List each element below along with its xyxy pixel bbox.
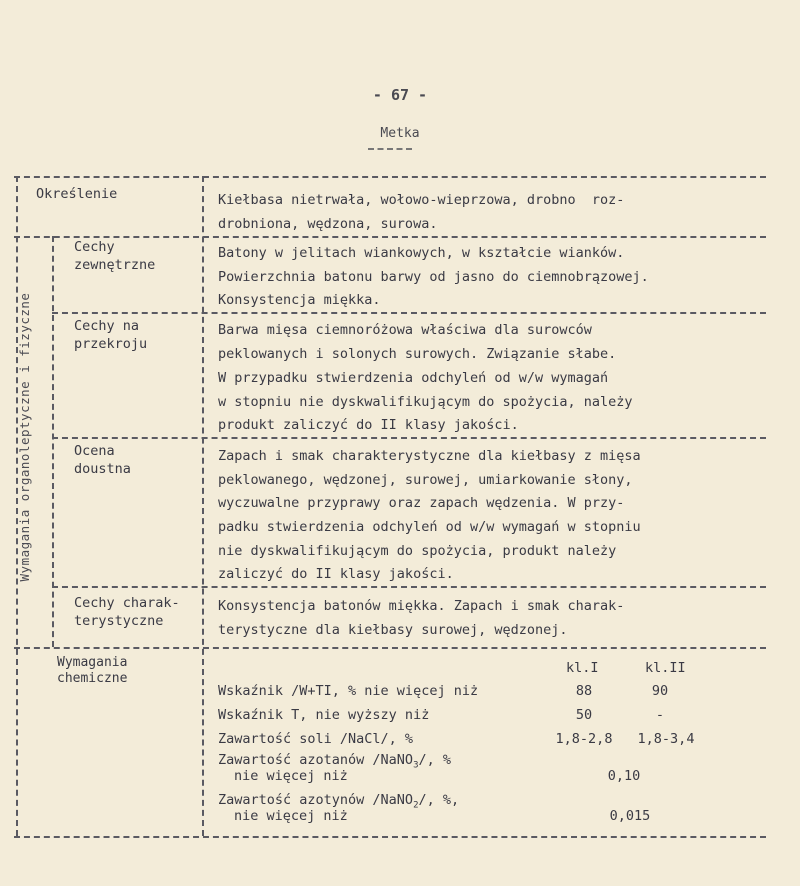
section-label: Cechy charak- (74, 595, 180, 611)
value-class-2: 90 (651, 683, 669, 699)
section-line: Batony w jelitach wiankowych, w kształcie wianków. (218, 245, 625, 261)
value-class-2: - (655, 707, 665, 723)
page-number: - 67 - (372, 86, 428, 104)
table-top-border (14, 176, 766, 178)
class-header: kl.I (566, 660, 599, 676)
section-line: zaliczyć do II klasy jakości. (218, 566, 454, 582)
section-label: Ocena (74, 443, 115, 459)
value-class-2: 1,8-3,4 (637, 731, 695, 747)
nitrate-text: Zawartość azotanów /NaNO (218, 752, 414, 768)
page-title: Metka (380, 126, 420, 141)
section-line: Zapach i smak charakterystyczne dla kiełbasy z mięsa (218, 448, 641, 464)
title-underline (368, 148, 412, 150)
section-line: Konsystencja miękka. (218, 292, 381, 308)
nitrate-text-end: /, % (418, 752, 452, 768)
section-line: padku stwierdzenia odchyleń od w/w wymagań w stopniu (218, 519, 641, 535)
value-both-classes: 0,10 (607, 768, 641, 784)
nitrite-text: Zawartość azotynów /NaNO (218, 792, 414, 808)
row-divider (14, 236, 766, 238)
definition-line: Kiełbasa nietrwała, wołowo-wieprzowa, drobno roz- (218, 192, 625, 208)
section-label: Cechy (74, 239, 115, 255)
section-label: zewnętrzne (74, 257, 156, 273)
chemical-row-text: Wskaźnik /W+TI, % nie więcej niż (218, 683, 479, 699)
section-line: wyczuwalne przyprawy oraz zapach wędzenia. W przy- (218, 495, 625, 511)
chemical-row-text: Wskaźnik T, nie wyższy niż (218, 707, 430, 723)
section-label: Cechy na (74, 318, 140, 334)
section-line: w stopniu nie dyskwalifikującym do spożycia, należy (218, 394, 633, 410)
value-both-classes: 0,015 (609, 808, 651, 824)
value-class-1: 88 (575, 683, 593, 699)
section-line: Barwa mięsa ciemnoróżowa właściwa dla surowców (218, 322, 592, 338)
row-divider (14, 647, 766, 649)
nitrite-text-end: /, %, (418, 792, 460, 808)
vertical-section-label: Wymagania organoleptyczne i fizyczne (17, 292, 32, 582)
section-label: przekroju (74, 336, 148, 352)
section-line: peklowanego, wędzonej, surowej, umiarkowanie słony, (218, 472, 633, 488)
section-line: terystyczne dla kiełbasy surowej, wędzonej. (218, 622, 568, 638)
section-line: W przypadku stwierdzenia odchyleń od w/w wymagań (218, 370, 609, 386)
section-label: terystyczne (74, 613, 164, 629)
row-divider (52, 586, 766, 588)
table-bottom-border (14, 836, 766, 838)
section-line: produkt zaliczyć do II klasy jakości. (218, 417, 519, 433)
chemical-label (57, 655, 197, 687)
section-line: nie dyskwalifikującym do spożycia, produkt należy (218, 543, 617, 559)
nitrate-subscript: 3 (413, 760, 419, 771)
value-class-1: 1,8-2,8 (555, 731, 613, 747)
section-label: doustna (74, 461, 131, 477)
value-class-1: 50 (575, 707, 593, 723)
row-divider (52, 312, 766, 314)
chemical-label-line: Wymagania (57, 655, 128, 670)
chemical-row-text: nie więcej niż (234, 808, 348, 824)
column-divider (202, 176, 204, 836)
nitrite-subscript: 2 (413, 800, 419, 811)
sub-column-border (52, 236, 54, 647)
class-header: kl.II (645, 660, 686, 676)
section-line: Konsystencja batonów miękka. Zapach i smak charak- (218, 598, 625, 614)
section-line: peklowanych i solonych surowych. Związanie słabe. (218, 346, 617, 362)
chemical-row-text: nie więcej niż (234, 768, 348, 784)
chemical-row-text: Zawartość soli /NaCl/, % (218, 731, 414, 747)
chemical-label-line: chemiczne (57, 671, 128, 686)
section-line: Powierzchnia batonu barwy od jasno do ciemnobrązowej. (218, 269, 649, 285)
definition-line: drobniona, wędzona, surowa. (218, 216, 438, 232)
definition-label: Określenie (36, 186, 118, 202)
row-divider (52, 437, 766, 439)
